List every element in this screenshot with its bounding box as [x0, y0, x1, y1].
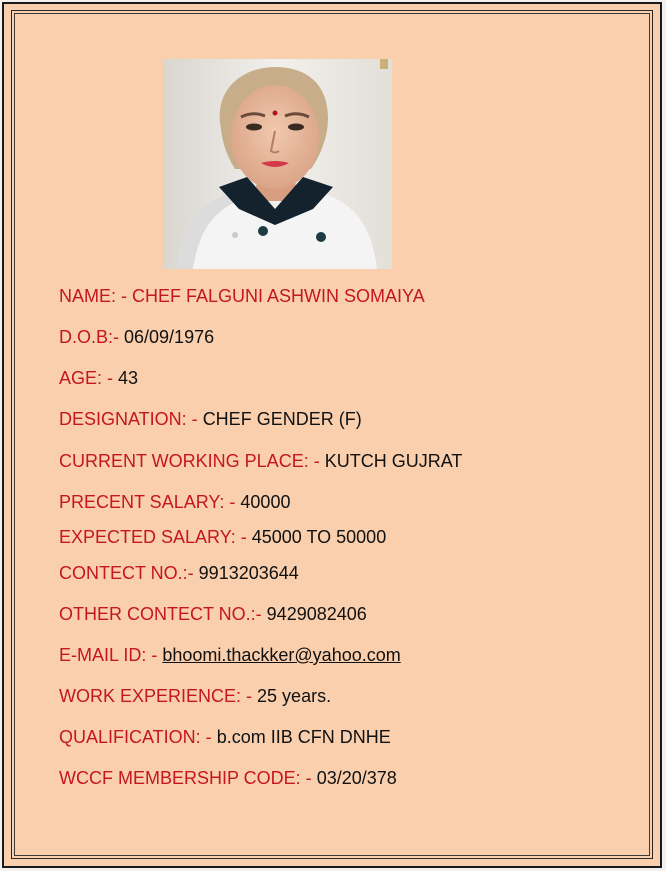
field-label: E-MAIL ID: -	[59, 645, 163, 665]
field-designation	[59, 408, 362, 430]
field-label: WORK EXPERIENCE: -	[59, 686, 258, 706]
field-age	[59, 367, 138, 389]
field-dob	[59, 326, 214, 348]
field-qualification	[59, 726, 391, 748]
field-label: PRECENT SALARY: -	[59, 492, 241, 512]
field-value: CHEF GENDER (F)	[202, 409, 362, 429]
field-contact-no	[59, 562, 299, 584]
field-value: 9429082406	[266, 604, 367, 624]
field-label: D.O.B:-	[59, 327, 125, 347]
field-value: 9913203644	[198, 563, 299, 583]
field-present-salary	[59, 491, 290, 513]
field-value: 25 years.	[257, 686, 332, 706]
field-expected-salary	[59, 526, 386, 548]
field-value: b.com IIB CFN DNHE	[216, 727, 391, 747]
field-value: 06/09/1976	[124, 327, 215, 347]
field-value: 45000 TO 50000	[251, 527, 387, 547]
field-value: 40000	[240, 492, 291, 512]
field-label: EXPECTED SALARY: -	[59, 527, 252, 547]
field-value: KUTCH GUJRAT	[324, 451, 463, 471]
field-value: CHEF FALGUNI ASHWIN SOMAIYA	[132, 286, 425, 306]
field-label: CONTECT NO.:-	[59, 563, 199, 583]
field-name	[59, 285, 425, 307]
field-label: NAME: -	[59, 286, 133, 306]
field-working-place	[59, 450, 462, 472]
field-value: 43	[118, 368, 139, 388]
field-other-contact-no	[59, 603, 367, 625]
field-value: 03/20/378	[316, 768, 397, 788]
email-link[interactable]: bhoomi.thackker@yahoo.com	[162, 645, 401, 665]
field-email	[59, 644, 401, 666]
field-work-experience	[59, 685, 331, 707]
field-label: DESIGNATION: -	[59, 409, 203, 429]
person-photo-icon	[163, 59, 392, 269]
field-membership-code	[59, 767, 397, 789]
field-label: OTHER CONTECT NO.:-	[59, 604, 267, 624]
field-label: CURRENT WORKING PLACE: -	[59, 451, 325, 471]
field-label: AGE: -	[59, 368, 119, 388]
field-label: WCCF MEMBERSHIP CODE: -	[59, 768, 317, 788]
field-label: QUALIFICATION: -	[59, 727, 217, 747]
